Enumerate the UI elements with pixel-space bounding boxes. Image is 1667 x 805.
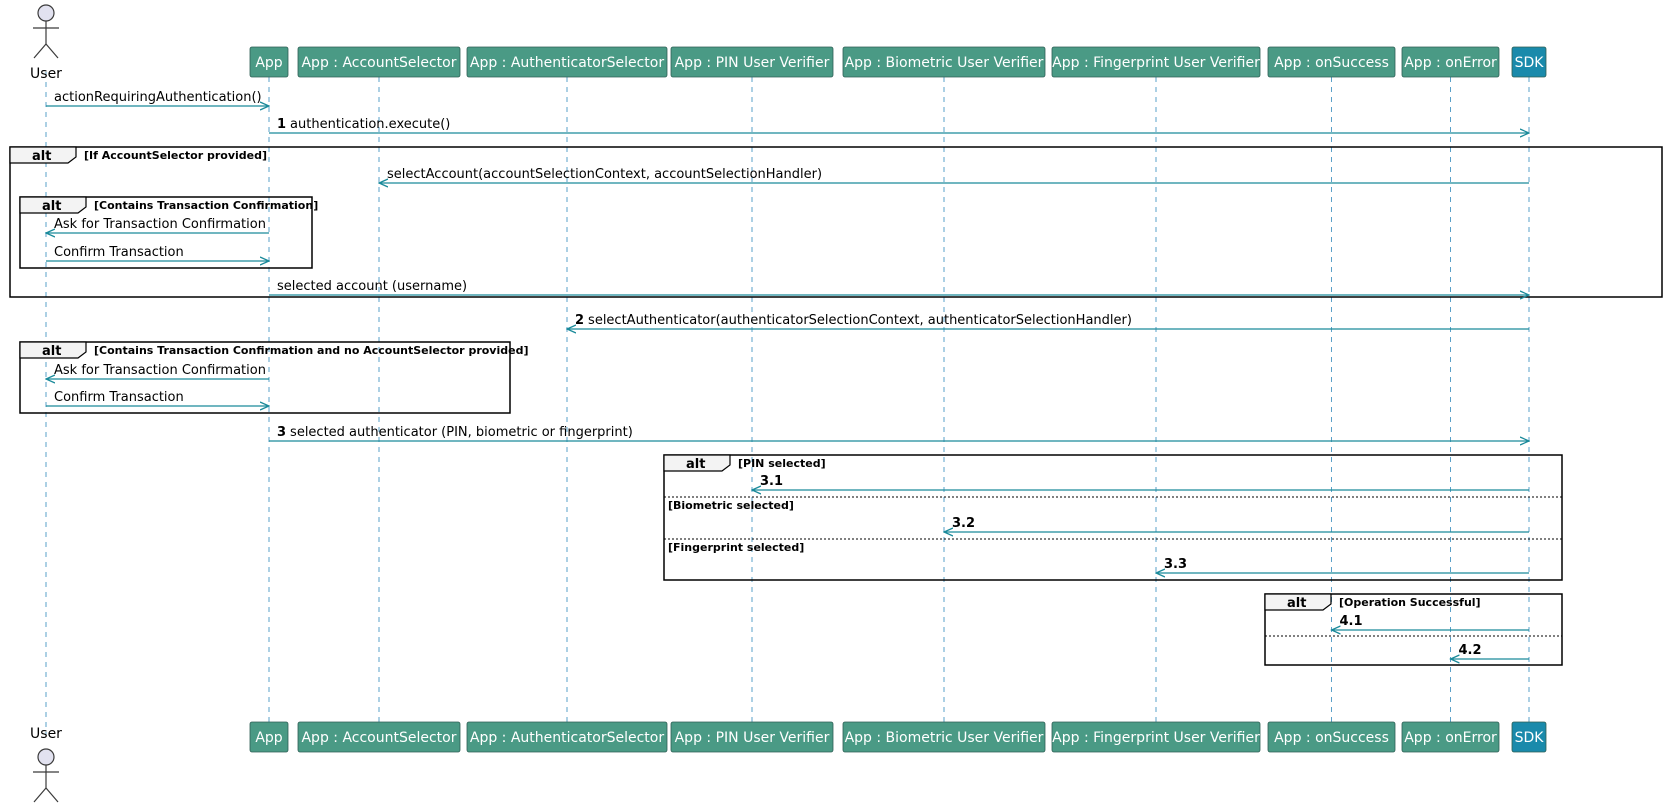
- message-text: Confirm Transaction: [54, 245, 184, 260]
- message-label: [387, 167, 822, 182]
- participant-sdk-bottom: [1512, 722, 1546, 752]
- message-text: selected account (username): [277, 279, 468, 294]
- message-text: authentication.execute(): [290, 117, 451, 132]
- message-label: [277, 279, 467, 294]
- message-4: [46, 217, 269, 233]
- participant-on-error-top: [1402, 47, 1499, 77]
- message-number: 3.2: [952, 516, 976, 531]
- message-text: selectAuthenticator(authenticatorSelectionContext, authenticatorSelectionHandler): [588, 313, 1132, 328]
- participant-biometric-verifier-top: [843, 47, 1045, 77]
- message-15: [1451, 643, 1530, 659]
- message-1: [46, 90, 269, 106]
- fragment-guard: [Contains Transaction Confirmation and no AccountSelector provided]: [94, 344, 529, 357]
- message-6: [269, 279, 1529, 295]
- message-number: 3.1: [760, 474, 784, 489]
- participant-on-success-bottom: [1268, 722, 1395, 752]
- message-label: [54, 217, 266, 232]
- message-9: [46, 390, 269, 406]
- participant-label: App : onError: [1404, 55, 1497, 71]
- participant-fingerprint-verifier-top: [1052, 47, 1260, 77]
- fragment-else-guard: [Fingerprint selected]: [668, 541, 805, 554]
- fragment-guard: [Contains Transaction Confirmation]: [94, 199, 319, 212]
- participant-label: App : AccountSelector: [301, 55, 457, 71]
- actor-user-bottom: [30, 726, 62, 802]
- participant-label: App : Biometric User Verifier: [844, 55, 1044, 71]
- participant-label: App: [255, 55, 283, 71]
- participant-label: App : Fingerprint User Verifier: [1052, 730, 1260, 746]
- participant-authenticator-selector-bottom: [467, 722, 667, 752]
- message-label: [54, 245, 184, 260]
- message-label: [952, 516, 975, 531]
- message-12: [944, 516, 1529, 532]
- message-label: [1164, 557, 1187, 572]
- actor-user-top: [30, 5, 62, 82]
- participant-label: App : AccountSelector: [301, 730, 457, 746]
- participant-app-bottom: [250, 722, 288, 752]
- message-label: [277, 425, 633, 440]
- message-text: Ask for Transaction Confirmation: [54, 363, 266, 378]
- fragment-frame: [664, 455, 1562, 580]
- message-text: Ask for Transaction Confirmation: [54, 217, 266, 232]
- fragment-else-guard: [Biometric selected]: [668, 499, 794, 512]
- message-text: selected authenticator (PIN, biometric or fingerprint): [290, 425, 633, 440]
- participant-label: App: [255, 730, 283, 746]
- participant-pin-verifier-top: [671, 47, 833, 77]
- actor-head: [38, 5, 54, 21]
- participant-authenticator-selector-top: [467, 47, 667, 77]
- participant-label: App : Biometric User Verifier: [844, 730, 1044, 746]
- message-number: 4.1: [1339, 614, 1363, 629]
- fragment-type: alt: [686, 457, 706, 472]
- participant-biometric-verifier-bottom: [843, 722, 1045, 752]
- message-2: [269, 117, 1529, 133]
- fragment-type: alt: [1287, 596, 1307, 611]
- message-11: [752, 474, 1529, 490]
- fragment-alt-4: [664, 455, 1562, 580]
- participant-label: App : AuthenticatorSelector: [469, 55, 665, 71]
- participant-account-selector-bottom: [298, 722, 460, 752]
- message-text: Confirm Transaction: [54, 390, 184, 405]
- message-number: 1: [277, 117, 287, 132]
- fragment-type: alt: [42, 344, 62, 359]
- message-number: 3.3: [1164, 557, 1188, 572]
- message-label: [54, 90, 262, 105]
- participant-label: App : PIN User Verifier: [674, 55, 830, 71]
- message-label: [54, 363, 266, 378]
- participant-label: App : Fingerprint User Verifier: [1052, 55, 1260, 71]
- message-label: [1340, 614, 1363, 629]
- participant-label: SDK: [1514, 55, 1544, 71]
- fragment-type: alt: [42, 199, 62, 214]
- message-14: [1332, 614, 1530, 630]
- participant-on-success-top: [1268, 47, 1395, 77]
- message-label: [54, 390, 184, 405]
- message-8: [46, 363, 269, 379]
- fragment-type: alt: [32, 149, 52, 164]
- message-13: [1156, 557, 1529, 573]
- fragment-guard: [Operation Successful]: [1339, 596, 1481, 609]
- message-number: 4.2: [1458, 643, 1482, 658]
- participant-app-top: [250, 47, 288, 77]
- actor-user-label: User: [30, 726, 62, 742]
- participant-sdk-top: [1512, 47, 1546, 77]
- message-7: [567, 313, 1529, 329]
- message-label: [277, 117, 450, 132]
- actor-user-label: User: [30, 66, 62, 82]
- message-number: 2: [575, 313, 585, 328]
- fragment-guard: [PIN selected]: [738, 457, 826, 470]
- message-label: [575, 313, 1132, 328]
- participant-label: App : PIN User Verifier: [674, 730, 830, 746]
- participant-fingerprint-verifier-bottom: [1052, 722, 1260, 752]
- message-text: actionRequiringAuthentication(): [54, 90, 262, 105]
- message-10: [269, 425, 1529, 441]
- participant-label: App : AuthenticatorSelector: [469, 730, 665, 746]
- message-3: [379, 167, 1529, 183]
- message-label: [760, 474, 783, 489]
- fragment-guard: [If AccountSelector provided]: [84, 149, 268, 162]
- message-label: [1459, 643, 1482, 658]
- participant-label: App : onSuccess: [1274, 730, 1389, 746]
- actor-head: [38, 749, 54, 765]
- participant-on-error-bottom: [1402, 722, 1499, 752]
- participant-pin-verifier-bottom: [671, 722, 833, 752]
- message-number: 3: [277, 425, 287, 440]
- message-5: [46, 245, 269, 261]
- participant-label: App : onSuccess: [1274, 55, 1389, 71]
- participant-label: App : onError: [1404, 730, 1497, 746]
- participant-label: SDK: [1514, 730, 1544, 746]
- message-text: selectAccount(accountSelectionContext, accountSelectionHandler): [387, 167, 823, 182]
- participant-account-selector-top: [298, 47, 460, 77]
